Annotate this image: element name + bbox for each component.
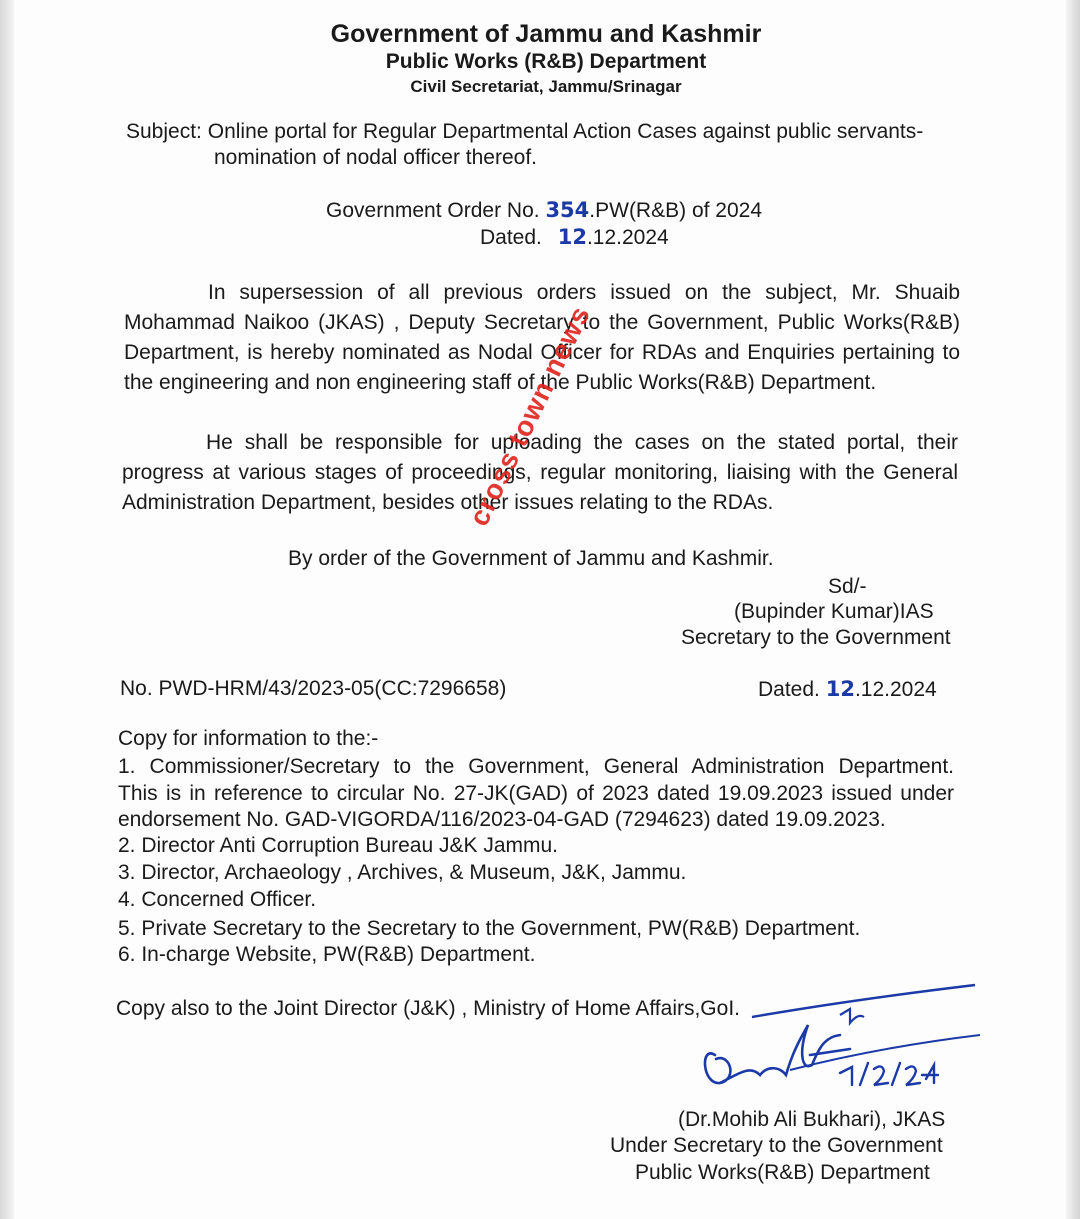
copy-item-3: 3. Director, Archaeology , Archives, & Museum, J&K, Jammu. <box>118 861 687 884</box>
copy-item-5: 5. Private Secretary to the Secretary to the Government, PW(R&B) Department. <box>118 917 861 940</box>
endorsement-date-rest: .12.2024 <box>854 678 937 701</box>
order-dated-label: Dated. <box>480 226 542 249</box>
para1-line-4: the engineering and non engineering staff of the Public Works(R&B) Department. <box>124 371 877 394</box>
copy-item-1-line-2: This is in reference to circular No. 27-JK(GAD) of 2023 dated 19.09.2023 issued under <box>118 782 954 805</box>
by-order-line: By order of the Government of Jammu and Kashmir. <box>288 547 774 570</box>
para2-line-2: progress at various stages of proceedings, regular monitoring, liaising with the General <box>122 461 958 484</box>
watermark-text: cross town news <box>462 300 597 531</box>
signatory-title: Secretary to the Government <box>681 626 951 649</box>
para2-line-1: He shall be responsible for uploading the cases on the stated portal, their <box>206 431 958 454</box>
page-edge-left <box>0 0 14 1219</box>
endorsement-date <box>758 677 937 702</box>
para1-line-1: In supersession of all previous orders issued on the subject, Mr. Shuaib <box>208 281 960 304</box>
header-government: Government of Jammu and Kashmir <box>330 20 762 48</box>
header-department: Public Works (R&B) Department <box>385 50 707 73</box>
para2-line-3: Administration Department, besides other issues relating to the RDAs. <box>122 491 774 514</box>
endorsement-dated-label: Dated. <box>758 678 820 701</box>
order-number-handwritten: 354 <box>545 198 590 222</box>
handwritten-signature <box>690 975 990 1110</box>
signatory-sd: Sd/- <box>828 575 867 598</box>
subject-text: Online portal for Regular Departmental Action Cases against public servants- <box>207 120 924 143</box>
signature-title: Under Secretary to the Government <box>610 1134 943 1157</box>
subject-label: Subject: <box>126 120 202 143</box>
copy-also: Copy also to the Joint Director (J&K) , Ministry of Home Affairs,GoI. <box>116 997 740 1020</box>
order-date-rest: .12.2024 <box>586 226 669 249</box>
order-prefix: Government Order No. <box>326 199 540 222</box>
copy-item-6: 6. In-charge Website, PW(R&B) Department. <box>118 943 536 966</box>
order-date-line <box>480 225 669 250</box>
subject-line-2: nomination of nodal officer thereof. <box>214 146 537 169</box>
order-number-line <box>326 198 762 223</box>
copy-item-1-line-1: 1. Commissioner/Secretary to the Government, General Administration Department. <box>118 755 954 778</box>
para1-line-3: Department, is hereby nominated as Nodal Officer for RDAs and Enquiries pertaining to <box>124 341 960 364</box>
copy-item-1-line-3: endorsement No. GAD-VIGORDA/116/2023-04-GAD (7294623) dated 19.09.2023. <box>118 808 886 831</box>
copy-intro: Copy for information to the:- <box>118 727 379 750</box>
endorsement-number: No. PWD-HRM/43/2023-05(CC:7296658) <box>120 677 507 700</box>
subject-line-1 <box>126 120 923 144</box>
endorsement-day-handwritten: 12 <box>825 677 855 701</box>
signature-department: Public Works(R&B) Department <box>635 1161 930 1184</box>
copy-item-4: 4. Concerned Officer. <box>118 888 317 911</box>
para1-line-2: Mohammad Naikoo (JKAS) , Deputy Secretary to the Government, Public Works(R&B) <box>124 311 960 334</box>
page-edge-right <box>1066 0 1080 1219</box>
header-location: Civil Secretariat, Jammu/Srinagar <box>410 77 682 96</box>
copy-item-2: 2. Director Anti Corruption Bureau J&K Jammu. <box>118 834 559 857</box>
order-suffix: .PW(R&B) of 2024 <box>589 199 763 222</box>
order-day-handwritten: 12 <box>557 225 587 249</box>
signature-name: (Dr.Mohib Ali Bukhari), JKAS <box>678 1108 946 1131</box>
signatory-name: (Bupinder Kumar)IAS <box>734 600 934 623</box>
